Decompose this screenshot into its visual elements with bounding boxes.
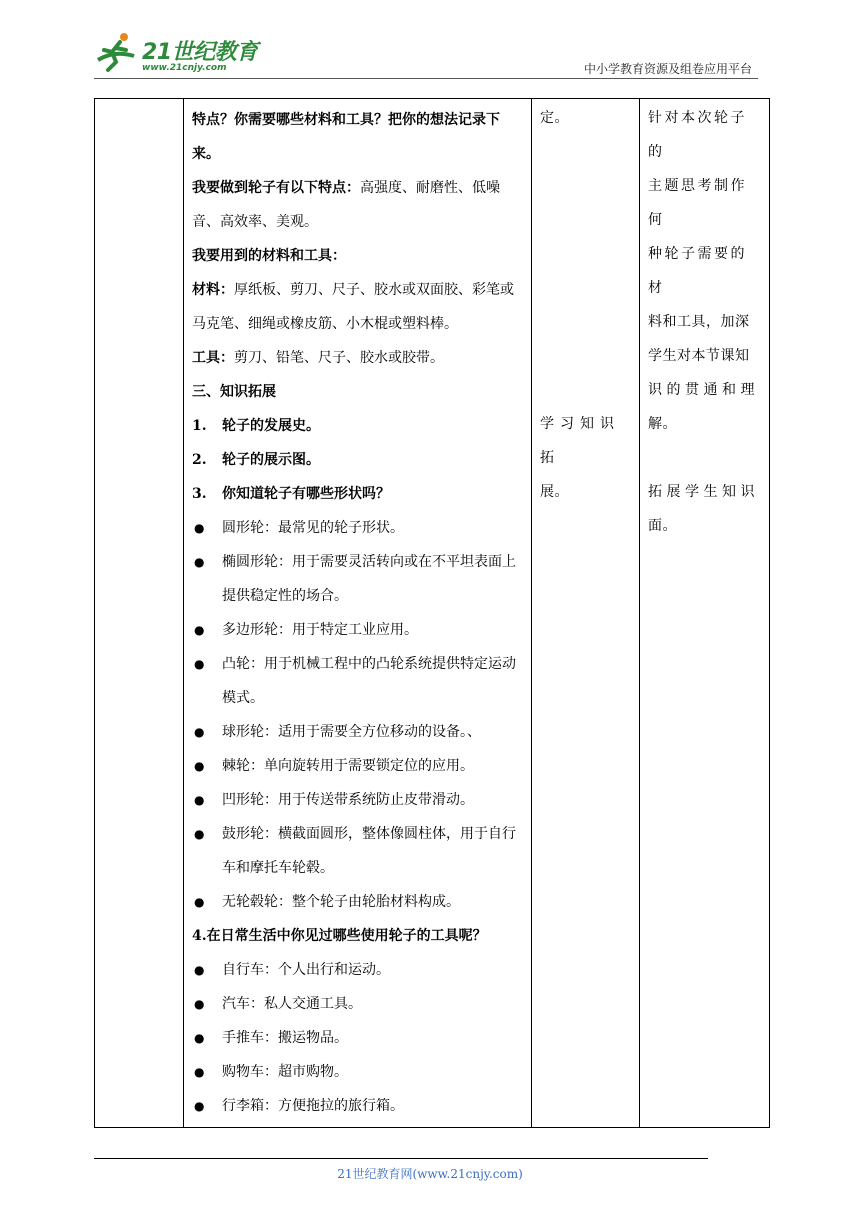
bullet-icon: ● [194, 759, 205, 773]
list-item [192, 647, 525, 715]
list-item-text: 手推车：搬运物品。 [222, 1030, 348, 1046]
list-item-text: 多边形轮：用于特定工业应用。 [222, 622, 418, 638]
intent-line: 解。 [648, 416, 677, 432]
footer-text: 21世纪教育网(www.21cnjy.com) [337, 1167, 523, 1181]
bullet-icon: ● [194, 1031, 205, 1045]
list-item [192, 749, 525, 783]
list-item [192, 511, 525, 545]
tools-label: 工具： [192, 350, 234, 366]
list-item [192, 1055, 525, 1089]
logo-text: 21世纪教育 [142, 40, 258, 65]
list-item-text: 凸轮：用于机械工程中的凸轮系统提供特定运动模式。 [222, 656, 516, 706]
bullet-icon: ● [194, 521, 205, 535]
list-item-text: 自行车：个人出行和运动。 [222, 962, 390, 978]
numbered-item [192, 477, 525, 511]
list-item-text: 无轮毂轮：整个轮子由轮胎材料构成。 [222, 894, 460, 910]
bullet-icon: ● [194, 793, 205, 807]
design-intent [640, 99, 769, 543]
list-item-text: 购物车：超市购物。 [222, 1064, 348, 1080]
materials-heading: 我要用到的材料和工具： [192, 248, 346, 264]
list-item [192, 817, 525, 885]
column-4-cell [640, 99, 770, 1128]
logo-url: www.21cnjy.com [142, 63, 227, 73]
numbered-item [192, 443, 525, 477]
activity-text: 展。 [540, 484, 569, 500]
features-label: 我要做到轮子有以下特点： [192, 180, 360, 196]
bullet-icon: ● [194, 895, 205, 909]
list-item [192, 1089, 525, 1123]
item-number: 1. [192, 418, 207, 434]
intent-line: 拓展学生知识 [648, 484, 759, 500]
bullet-icon: ● [194, 623, 205, 637]
bullet-icon: ● [194, 555, 205, 569]
column-1-cell [95, 99, 184, 1128]
bullet-icon: ● [194, 997, 205, 1011]
bullet-icon: ● [194, 963, 205, 977]
header-divider [94, 78, 758, 79]
list-item-text: 圆形轮：最常见的轮子形状。 [222, 520, 404, 536]
intent-line: 面。 [648, 518, 677, 534]
lesson-table [94, 98, 770, 1128]
list-item [192, 885, 525, 919]
bullet-icon: ● [194, 1065, 205, 1079]
list-item-text: 汽车：私人交通工具。 [222, 996, 362, 1012]
lesson-content [184, 99, 531, 1127]
column-2-cell [184, 99, 532, 1128]
intent-line: 学生对本节课知 [648, 348, 750, 364]
bullet-icon: ● [194, 1099, 205, 1113]
spacer [648, 441, 761, 475]
list-item-text: 行李箱：方便拖拉的旅行箱。 [222, 1098, 404, 1114]
item-text: 你知道轮子有哪些形状吗？ [222, 486, 390, 502]
materials-text: 厚纸板、剪刀、尺子、胶水或双面胶、彩笔或马克笔、细绳或橡皮筋、小木棍或塑料棒。 [192, 282, 514, 332]
intro-question: 特点？你需要哪些材料和工具？把你的想法记录下来。 [192, 112, 500, 162]
student-activity [532, 99, 639, 509]
list-item [192, 953, 525, 987]
list-item-text: 鼓形轮：横截面圆形，整体像圆柱体，用于自行车和摩托车轮毂。 [222, 826, 516, 876]
item-number: 3. [192, 486, 207, 502]
intent-line: 料和工具，加深 [648, 314, 750, 330]
intent-line: 种轮子需要的材 [648, 246, 747, 296]
spacer [540, 135, 631, 407]
list-item-text: 椭圆形轮：用于需要灵活转向或在不平坦表面上提供稳定性的场合。 [222, 554, 516, 604]
features-paragraph [192, 171, 525, 239]
materials-label: 材料： [192, 282, 234, 298]
item-text: 轮子的发展史。 [222, 418, 320, 434]
numbered-item [192, 409, 525, 443]
item-number: 2. [192, 452, 207, 468]
features-text: 高强度、耐磨性、低噪音、高效率、美观。 [192, 180, 500, 230]
platform-name: 中小学教育资源及组卷应用平台 [583, 62, 752, 76]
logo [94, 30, 264, 76]
activity-text: 定。 [540, 110, 569, 126]
tools-paragraph [192, 341, 525, 375]
list-item-text: 凹形轮：用于传送带系统防止皮带滑动。 [222, 792, 474, 808]
bullet-icon: ● [194, 827, 205, 841]
activity-text: 学习知识拓 [540, 416, 620, 466]
table-row [95, 99, 770, 1128]
list-item-text: 球形轮：适用于需要全方位移动的设备。、 [222, 724, 481, 740]
question-4-title: 4.在日常生活中你见过哪些使用轮子的工具呢？ [192, 928, 487, 944]
list-item [192, 613, 525, 647]
runner-logo-icon [94, 30, 140, 76]
intent-line: 识的贯通和理 [648, 382, 759, 398]
section-3-title: 三、知识拓展 [192, 384, 276, 400]
list-item [192, 987, 525, 1021]
page-header [94, 30, 758, 80]
footer-divider [94, 1158, 708, 1159]
column-3-cell [532, 99, 640, 1128]
intent-line: 针对本次轮子的 [648, 110, 747, 160]
list-item [192, 715, 525, 749]
bullet-icon: ● [194, 725, 205, 739]
materials-paragraph [192, 273, 525, 341]
intent-line: 主题思考制作何 [648, 178, 747, 228]
bullet-icon: ● [194, 657, 205, 671]
list-item-text: 棘轮：单向旋转用于需要锁定位的应用。 [222, 758, 474, 774]
list-item [192, 1021, 525, 1055]
tools-text: 剪刀、铅笔、尺子、胶水或胶带。 [234, 350, 444, 366]
item-text: 轮子的展示图。 [222, 452, 320, 468]
list-item [192, 783, 525, 817]
list-item [192, 545, 525, 613]
